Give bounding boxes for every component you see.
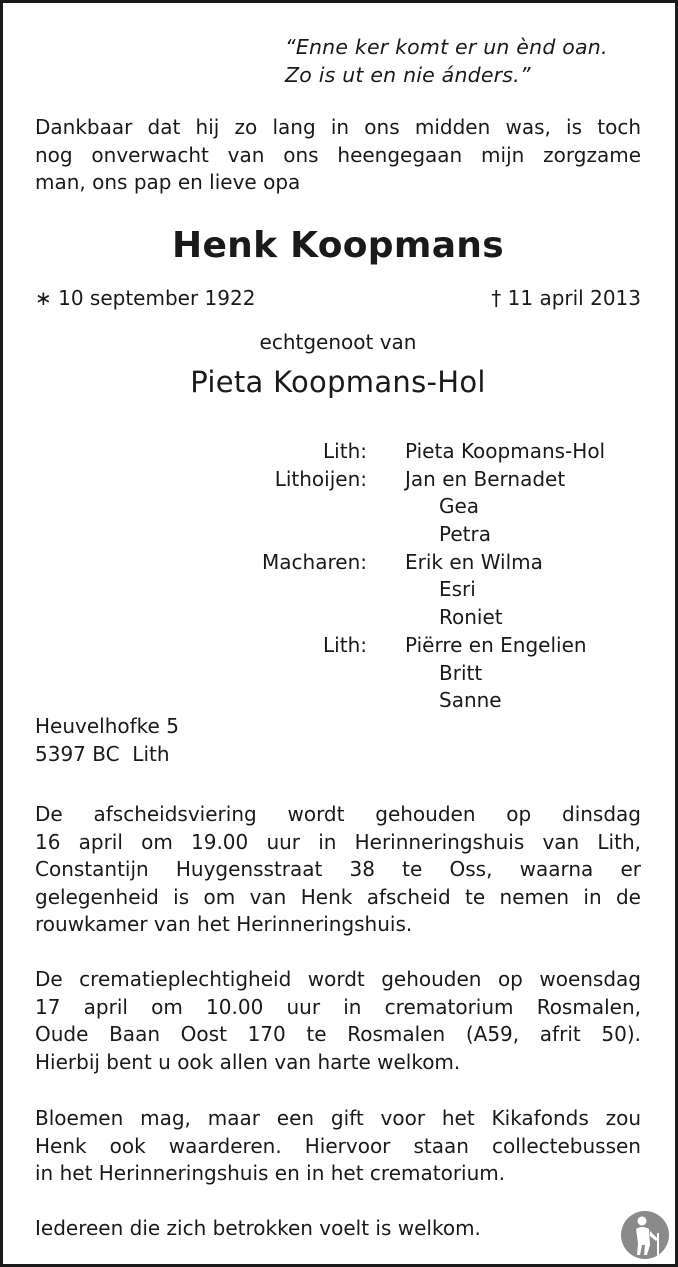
family-place: Macharen: (262, 549, 367, 574)
farewell-line: Constantijn Huygensstraat 38 te Oss, waarna er (35, 857, 641, 881)
intro-line: nog onverwacht van ons heengegaan mijn zorgzame (35, 142, 641, 167)
family-row (35, 438, 641, 466)
grandchild-name: Esri (439, 577, 476, 602)
intro-line: man, ons pap en lieve opa (35, 170, 301, 194)
family-row (35, 687, 641, 715)
family-names: Pieta Koopmans-Hol (405, 439, 606, 463)
family-place: Lith: (323, 632, 367, 657)
farewell-line: 16 april om 19.00 uur in Herinneringshuis van Lith, (35, 829, 641, 854)
farewell-line: gelegenheid is om van Henk afscheid te nemen in de (35, 884, 641, 909)
spouse-label: echtgenoot van (259, 330, 417, 354)
farewell-line: De afscheidsviering wordt gehouden op dinsdag (35, 802, 641, 826)
grandchild-name: Sanne (439, 688, 502, 713)
quote-line-1: “Enne ker komt er un ènd oan. (285, 35, 608, 59)
family-row (35, 576, 641, 604)
cremation-text (35, 966, 641, 1076)
closing-line: Iedereen die zich betrokken voelt is welkom. (35, 1216, 481, 1240)
family-place: Lithoijen: (274, 466, 367, 491)
family-row (35, 549, 641, 577)
spouse-name: Pieta Koopmans-Hol (190, 365, 486, 399)
flowers-line: in het Herinneringshuis en in het crematorium. (35, 1161, 506, 1185)
family-row (35, 660, 641, 688)
farewell-text (35, 801, 641, 939)
family-row (35, 632, 641, 660)
birth-date: ∗ 10 september 1922 (35, 286, 256, 310)
family-names: Jan en Bernadet (405, 466, 566, 491)
grandchild-name: Roniet (439, 605, 503, 630)
quote-line-2: Zo is ut en nie ánders.” (285, 63, 531, 87)
flowers-text (35, 1105, 641, 1188)
grandchild-name: Petra (439, 522, 491, 547)
address (35, 713, 179, 768)
family-row (35, 604, 641, 632)
family-row (35, 521, 641, 549)
cremation-line: De crematieplechtigheid wordt gehouden op woensdag (35, 967, 641, 991)
address-street: Heuvelhofke 5 (35, 714, 179, 738)
quote (285, 33, 645, 89)
death-date: † 11 april 2013 (491, 286, 641, 310)
flowers-line: Henk ook waarderen. Hiervoor staan collectebussen (35, 1133, 641, 1158)
cremation-line: 17 april om 10.00 uur in crematorium Rosmalen, (35, 994, 641, 1019)
intro-line: Dankbaar dat hij zo lang in ons midden was, is toch (35, 115, 641, 139)
memorial-figure-icon (619, 1209, 671, 1261)
cremation-line: Oude Baan Oost 170 te Rosmalen (A59, afrit 50). (35, 1022, 641, 1046)
family-row (35, 466, 641, 494)
farewell-line: rouwkamer van het Herinneringshuis. (35, 912, 413, 936)
cremation-line: Hierbij bent u ook allen van harte welkom. (35, 1049, 461, 1074)
intro-text (35, 114, 641, 197)
address-city: 5397 BC Lith (35, 741, 170, 766)
flowers-line: Bloemen mag, maar een gift voor het Kikafonds zou (35, 1106, 641, 1130)
family-list (35, 438, 641, 715)
grandchild-name: Gea (439, 494, 480, 519)
family-place: Lith: (323, 439, 367, 463)
family-row (35, 493, 641, 521)
family-names: Erik en Wilma (405, 549, 543, 574)
grandchild-name: Britt (439, 660, 483, 685)
closing-text (35, 1215, 641, 1243)
family-names: Piërre en Engelien (405, 632, 587, 657)
deceased-name: Henk Koopmans (172, 225, 504, 266)
